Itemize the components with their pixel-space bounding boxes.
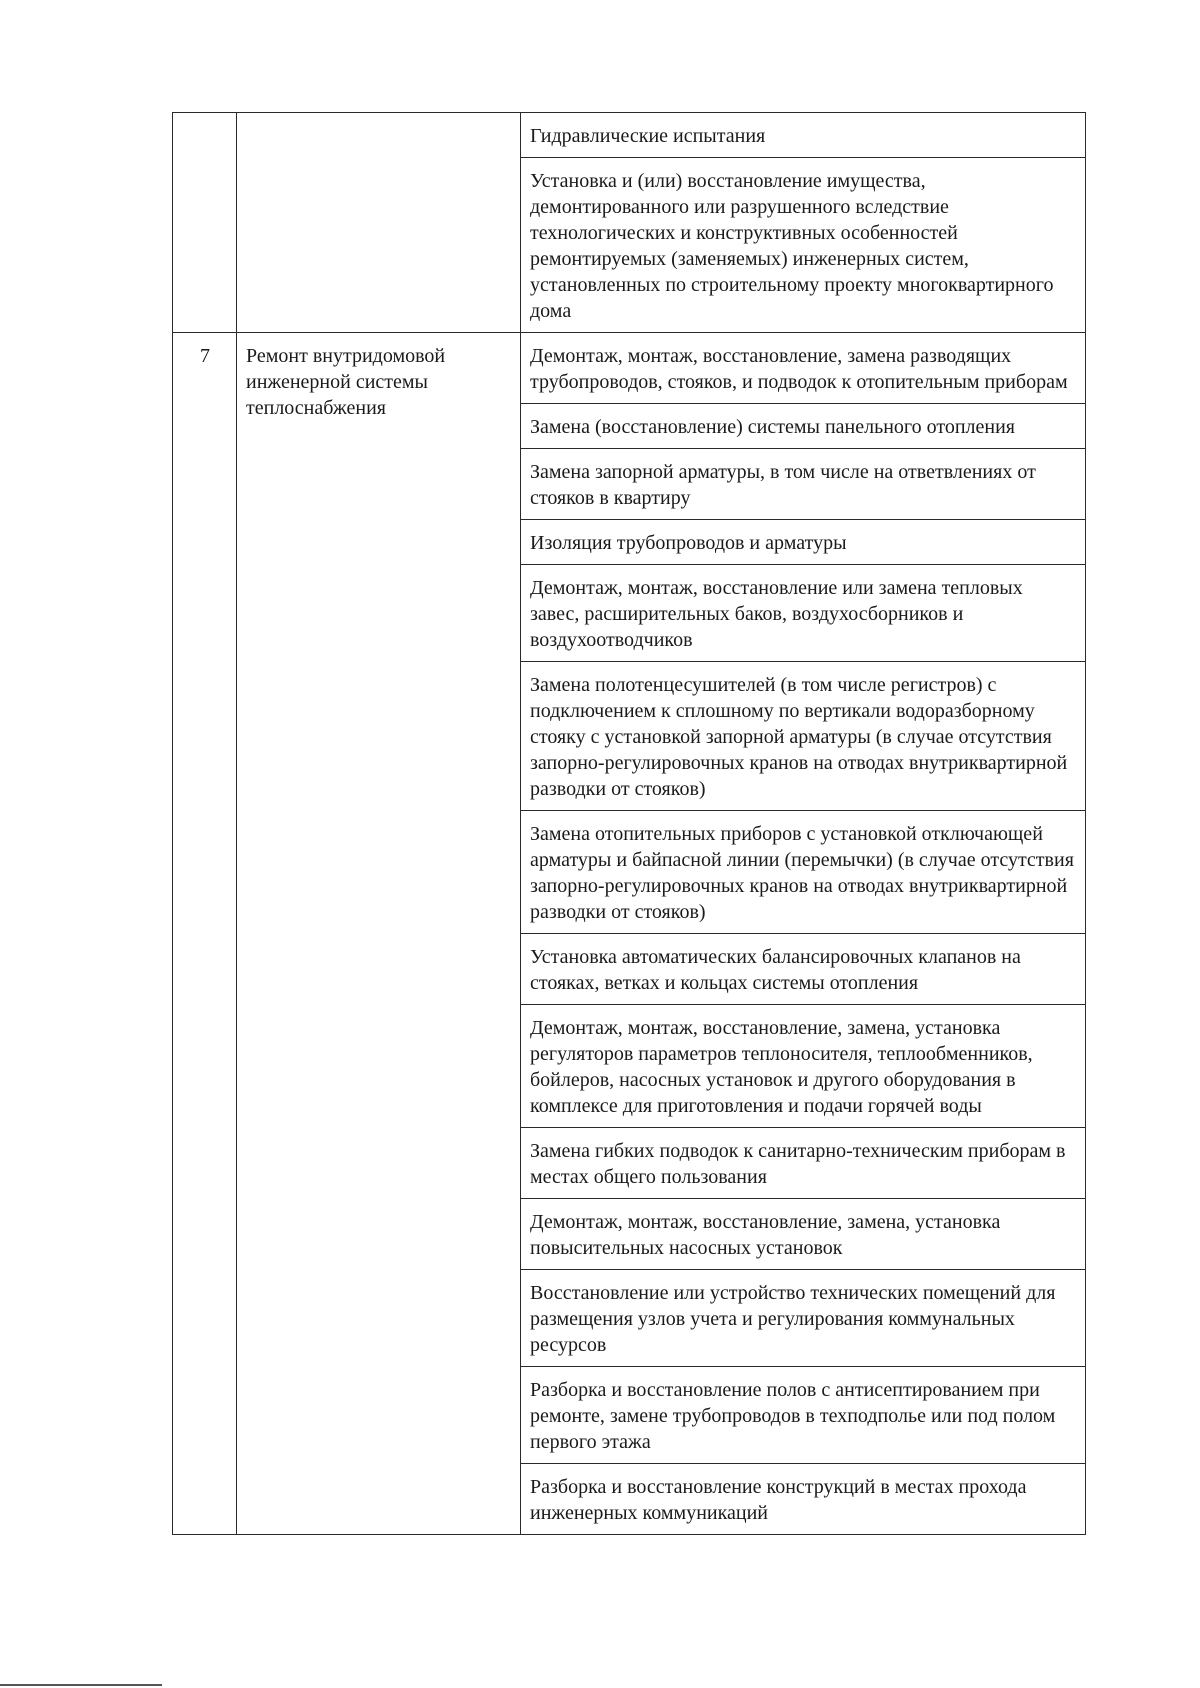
work-item: Демонтаж, монтаж, восстановление или замена тепловых завес, расширительных баков, воздухосборников и воздухоотводчиков <box>521 565 1086 662</box>
work-item: Замена (восстановление) системы панельного отопления <box>521 404 1086 449</box>
repair-works-table <box>172 112 1086 1535</box>
work-item: Замена запорной арматуры, в том числе на ответвлениях от стояков в квартиру <box>521 449 1086 520</box>
system-name-cell <box>237 113 521 333</box>
section-name: Ремонт внутридомовой инженерной системы теплоснабжения <box>237 333 521 1535</box>
work-item: Замена отопительных приборов с установкой отключающей арматуры и байпасной линии (перемычки) (в случае отсутствия запорно-регулировочных кранов на отводах внутриквартирной разводки от стояков) <box>521 811 1086 934</box>
work-item: Гидравлические испытания <box>521 113 1086 158</box>
work-item: Разборка и восстановление полов с антисептированием при ремонте, замене трубопроводов в техподполье или под полом первого этажа <box>521 1367 1086 1464</box>
work-item: Разборка и восстановление конструкций в местах прохода инженерных коммуникаций <box>521 1464 1086 1535</box>
table-row <box>173 333 1086 404</box>
work-item: Демонтаж, монтаж, восстановление, замена разводящих трубопроводов, стояков, и подводок к отопительным приборам <box>521 333 1086 404</box>
section-number: 7 <box>173 333 237 1535</box>
row-number-cell <box>173 113 237 333</box>
work-item: Восстановление или устройство технических помещений для размещения узлов учета и регулирования коммунальных ресурсов <box>521 1270 1086 1367</box>
work-item: Установка и (или) восстановление имущества, демонтированного или разрушенного вследствие технологических и конструктивных особенностей ремонтируемых (заменяемых) инженерных систем, установленных по строительному проекту многоквартирного дома <box>521 158 1086 333</box>
work-item: Демонтаж, монтаж, восстановление, замена, установка повысительных насосных установок <box>521 1199 1086 1270</box>
work-item: Установка автоматических балансировочных клапанов на стояках, ветках и кольцах системы отопления <box>521 934 1086 1005</box>
scan-artifact-line <box>0 1684 162 1686</box>
work-item: Замена полотенцесушителей (в том числе регистров) с подключением к сплошному по вертикали водоразборному стояку с установкой запорной арматуры (в случае отсутствия запорно-регулировочных кранов на отводах внутриквартирной разводки от стояков) <box>521 662 1086 811</box>
work-item: Замена гибких подводок к санитарно-техническим приборам в местах общего пользования <box>521 1128 1086 1199</box>
work-item: Изоляция трубопроводов и арматуры <box>521 520 1086 565</box>
work-item: Демонтаж, монтаж, восстановление, замена, установка регуляторов параметров теплоносителя, теплообменников, бойлеров, насосных установок и другого оборудования в комплексе для приготовления и подачи горячей воды <box>521 1005 1086 1128</box>
table-row <box>173 113 1086 158</box>
